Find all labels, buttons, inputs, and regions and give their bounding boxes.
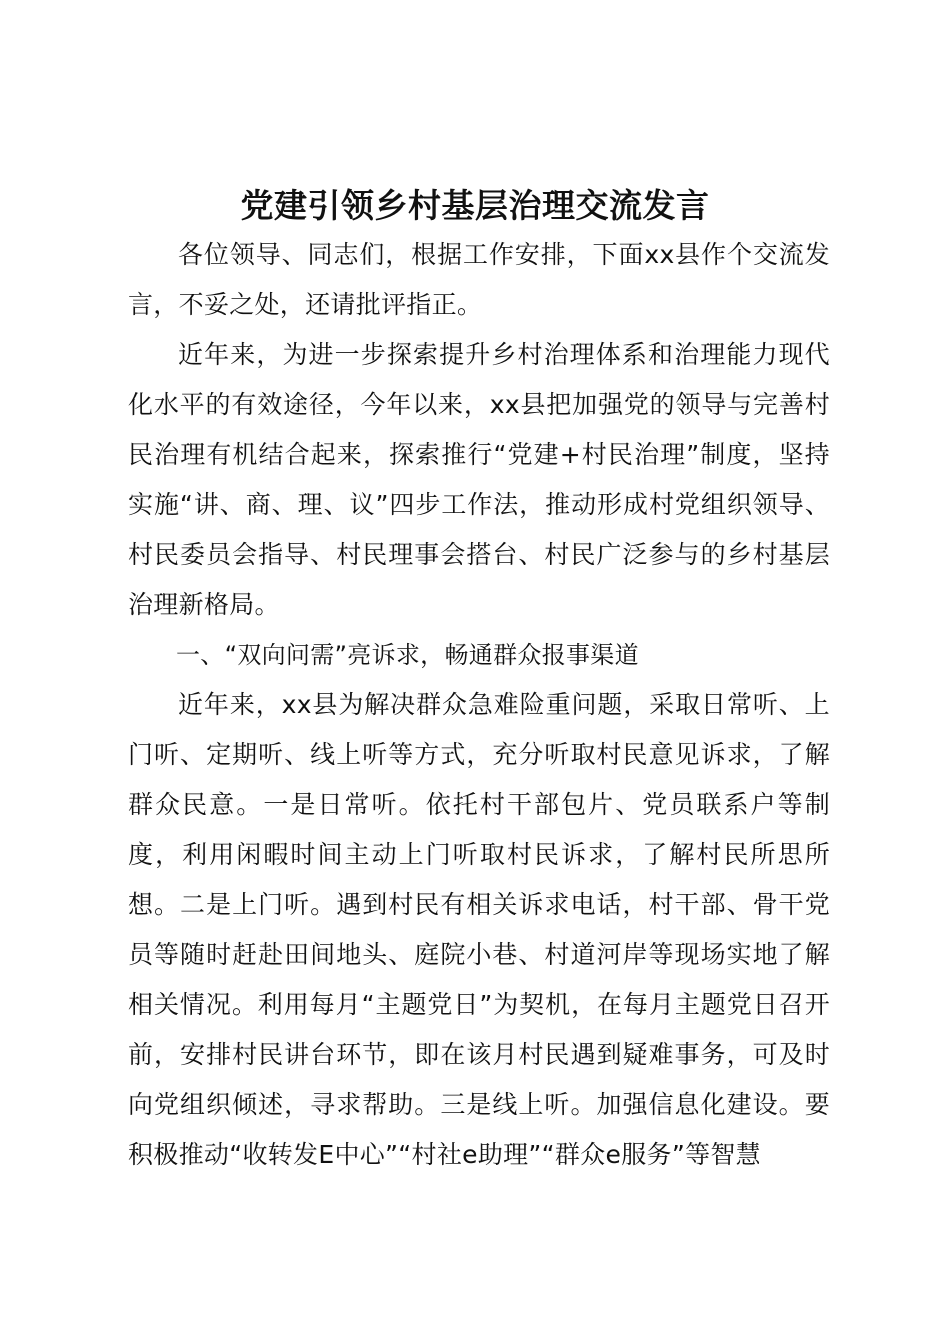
section-heading-1: 一、“双向问需”亮诉求，畅通群众报事渠道 [176, 641, 639, 669]
paragraph-greeting: 各位领导、同志们，根据工作安排，下面xx县作个交流发言，不妥之处，还请批评指正。 [128, 240, 830, 319]
paragraph-introduction: 近年来，为进一步探索提升乡村治理体系和治理能力现代化水平的有效途径，今年以来，xx县把加强党的领导与完善村民治理有机结合起来，探索推行“党建+村民治理”制度，坚持实施“讲、商、理、议”四步工作法，推动形成村党组织领导、村民委员会指导、村民理事会搭台、村民广泛参与的乡村基层治理新格局。 [128, 340, 830, 619]
paragraph-section-1: 近年来，xx县为解决群众急难险重问题，采取日常听、上门听、定期听、线上听等方式，充分听取村民意见诉求，了解群众民意。一是日常听。依托村干部包片、党员联系户等制度，利用闲暇时间主动上门听取村民诉求，了解村民所思所想。二是上门听。遇到村民有相关诉求电话，村干部、骨干党员等随时赶赴田间地头、庭院小巷、村道河岸等现场实地了解相关情况。利用每月“主题党日”为契机，在每月主题党日召开前，安排村民讲台环节，即在该月村民遇到疑难事务，可及时向党组织倾述，寻求帮助。三是线上听。加强信息化建设。要积极推动“收转发E中心”“村社e助理”“群众e服务”等智慧 [128, 690, 830, 1169]
document-title: 党建引领乡村基层治理交流发言 [240, 186, 710, 225]
document-body [128, 230, 830, 1180]
